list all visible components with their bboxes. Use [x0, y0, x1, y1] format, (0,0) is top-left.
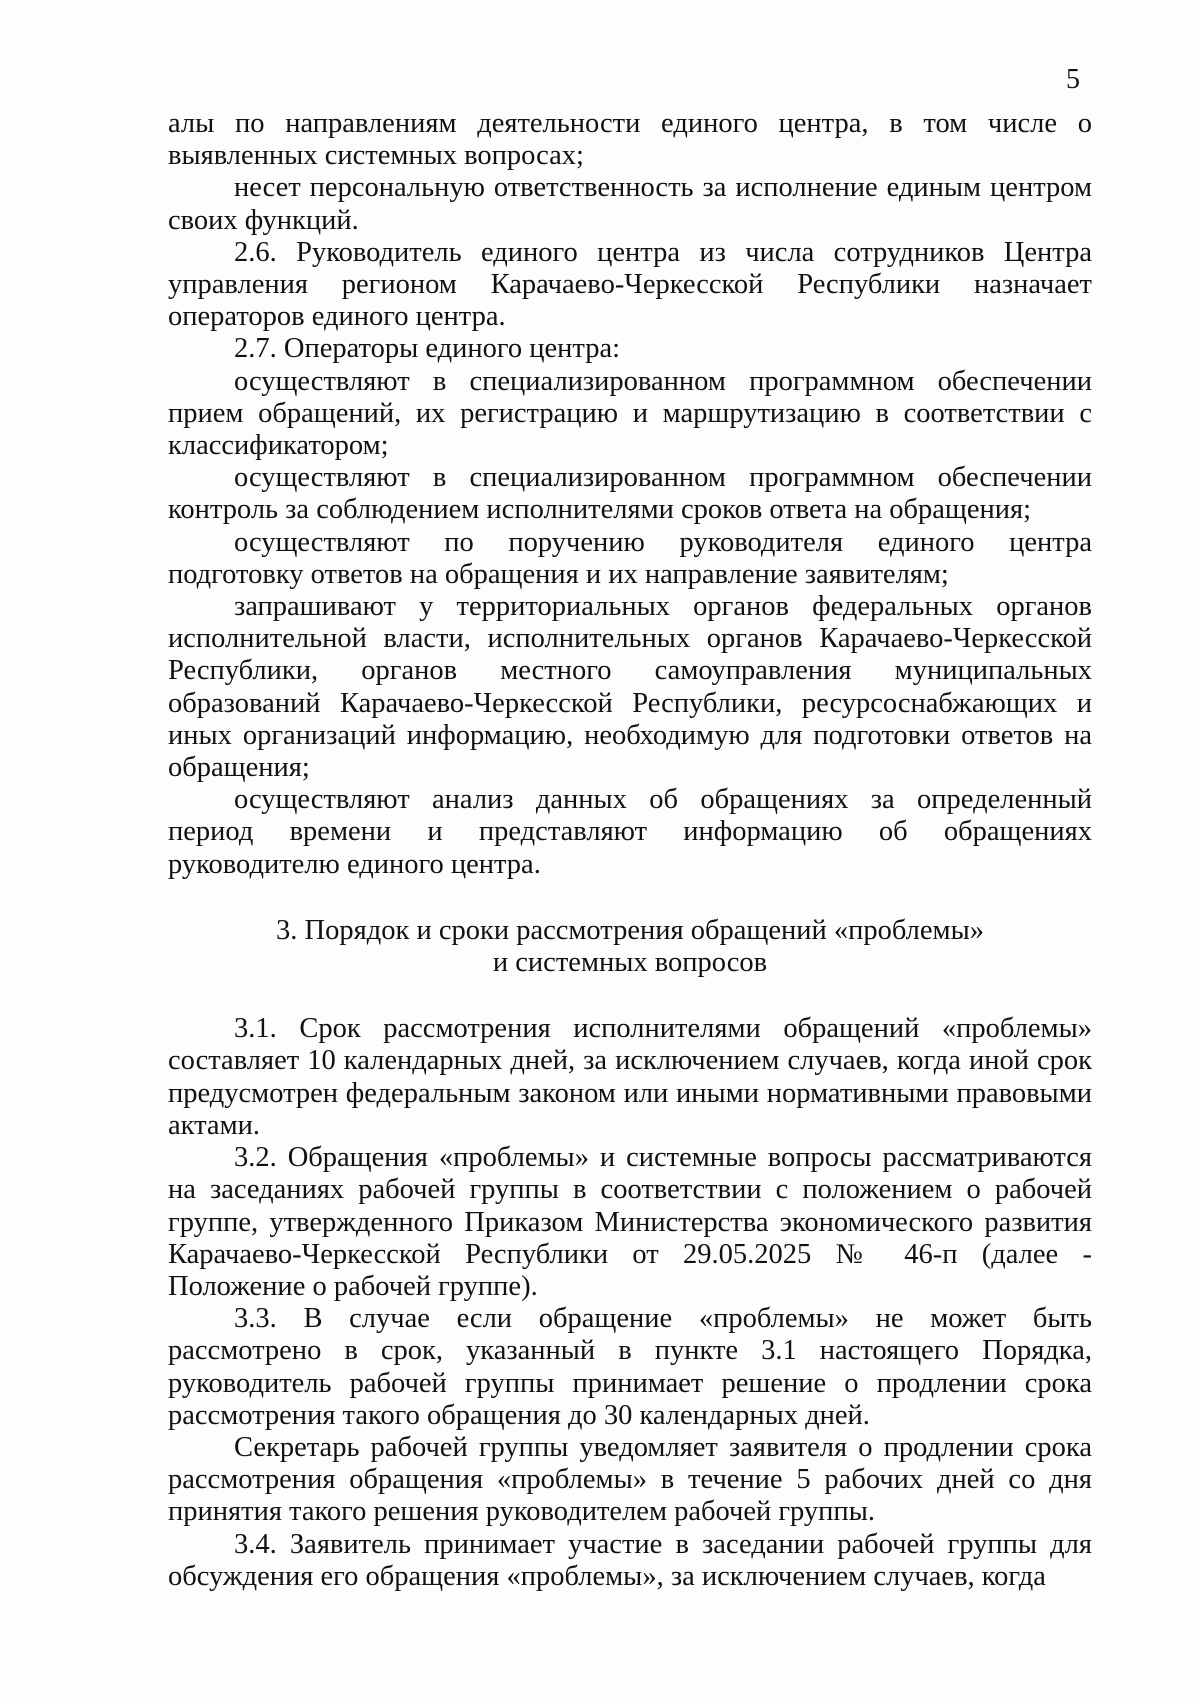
section-heading — [168, 915, 1092, 979]
paragraph: запрашивают у территориальных органов федеральных органов исполнительной власти, исполнительных органов Карачаево-Черкесской Республики, органов местного самоуправления муниципальных образований Карачаево-Черкесской Республики, ресурсоснабжающих и иных организаций информацию, необходимую для подготовки ответов на обращения; — [168, 591, 1092, 784]
paragraph: 2.7. Операторы единого центра: — [234, 333, 621, 365]
section-heading-line: и системных вопросов — [492, 947, 768, 979]
paragraph: алы по направлениям деятельности единого центра, в том числе о выявленных системных вопросах; — [168, 108, 1092, 172]
paragraph: осуществляют анализ данных об обращениях за определенный период времени и представляют информацию об обращениях руководителю единого центра. — [168, 784, 1092, 880]
paragraph: осуществляют по поручению руководителя единого центра подготовку ответов на обращения и их направление заявителям; — [168, 526, 1092, 590]
document-body — [168, 108, 1092, 1593]
section-heading-line: 3. Порядок и сроки рассмотрения обращений «проблемы» — [276, 914, 984, 946]
paragraph: 3.1. Срок рассмотрения исполнителями обращений «проблемы» составляет 10 календарных дней, за исключением случаев, когда иной срок предусмотрен федеральным законом или иными нормативными правовыми актами. — [168, 1013, 1092, 1141]
paragraph: осуществляют в специализированном программном обеспечении прием обращений, их регистрацию и маршрутизацию в соответствии с классификатором; — [168, 365, 1092, 462]
paragraph: 2.6. Руководитель единого центра из числа сотрудников Центра управления регионом Карачаево-Черкесской Республики назначает операторов единого центра. — [168, 236, 1092, 333]
paragraph: Секретарь рабочей группы уведомляет заявителя о продлении срока рассмотрения обращения «проблемы» в течение 5 рабочих дней со дня принятия такого решения руководителем рабочей группы. — [168, 1431, 1092, 1528]
paragraph: 3.2. Обращения «проблемы» и системные вопросы рассматриваются на заседаниях рабочей группы в соответствии с положением о рабочей группе, утвержденного Приказом Министерства экономического развития Карачаево-Черкесской Республики от 29.05.2025 № 46-п (далее - Положение о рабочей группе). — [168, 1142, 1092, 1302]
paragraph: 3.4. Заявитель принимает участие в заседании рабочей группы для обсуждения его обращения «проблемы», за исключением случаев, когда — [168, 1528, 1092, 1592]
page-number: 5 — [1066, 64, 1080, 95]
paragraph: несет персональную ответственность за исполнение единым центром своих функций. — [168, 172, 1092, 236]
paragraph: осуществляют в специализированном программном обеспечении контроль за соблюдением исполнителями сроков ответа на обращения; — [168, 462, 1092, 526]
paragraph: 3.3. В случае если обращение «проблемы» не может быть рассмотрено в срок, указанный в пункте 3.1 настоящего Порядка, руководитель рабочей группы принимает решение о продлении срока рассмотрения такого обращения до 30 календарных дней. — [168, 1303, 1092, 1431]
